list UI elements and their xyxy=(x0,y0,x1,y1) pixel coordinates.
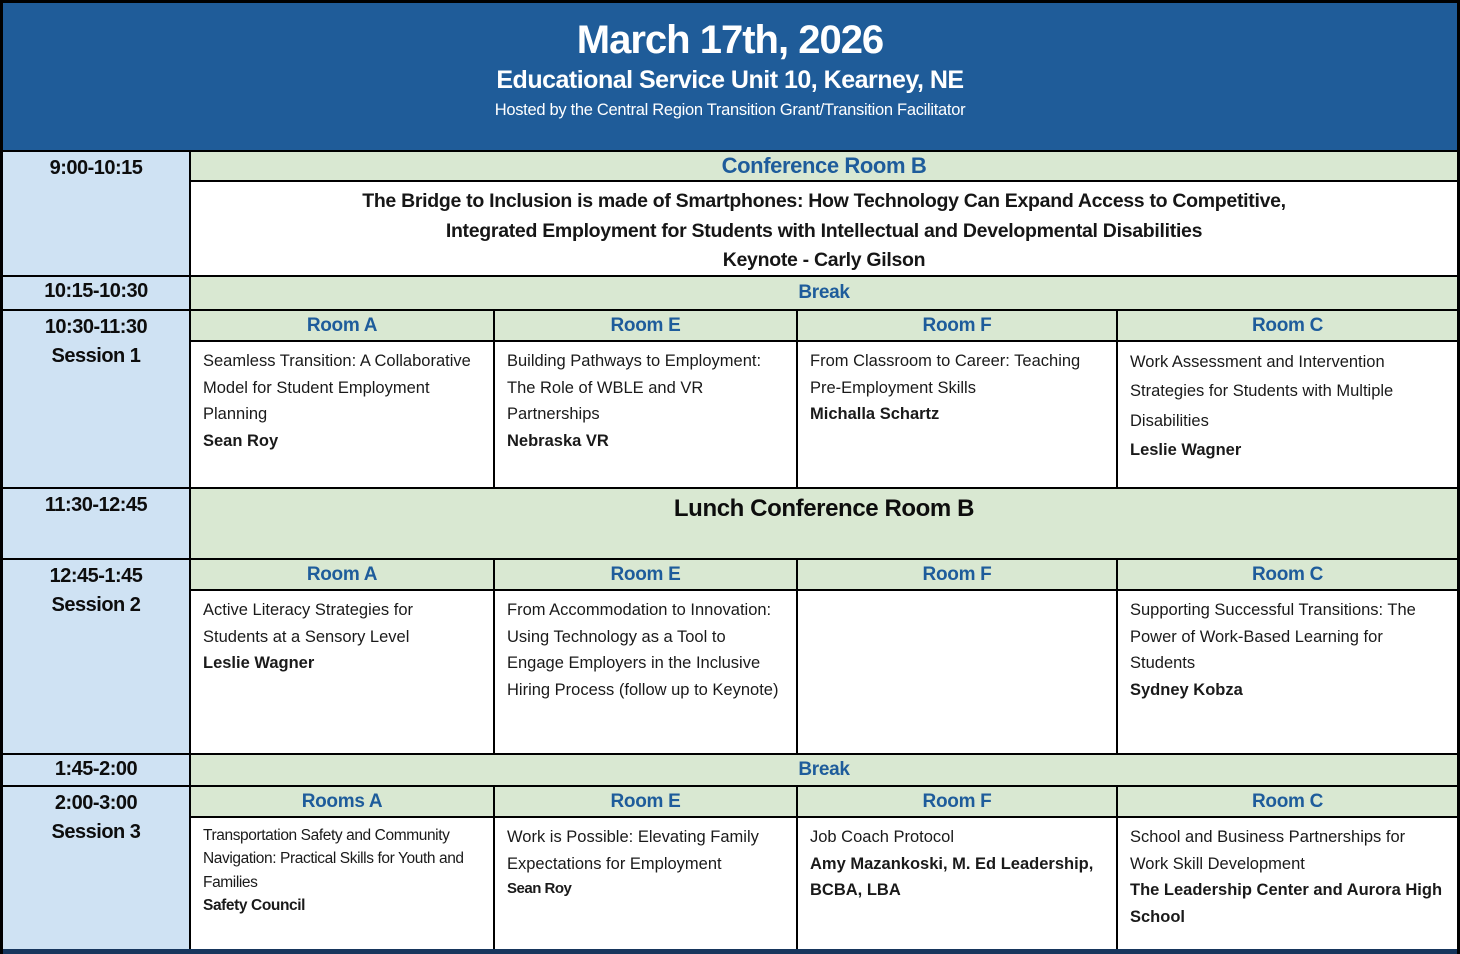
break-band-2 xyxy=(3,755,1457,787)
session3-content xyxy=(191,787,1457,949)
session-title: Work Assessment and Intervention Strategies for Students with Multiple Disabilities xyxy=(1130,353,1394,430)
time-label: 2:00-3:00 xyxy=(54,792,138,814)
room-header-c: Room C xyxy=(1118,560,1457,589)
keynote-title-line2: Integrated Employment for Students with Intellectual and Developmental Disabilities xyxy=(445,219,1203,242)
keynote-description xyxy=(191,182,1457,275)
room-header-a: Room A xyxy=(191,311,495,340)
event-host-line: Hosted by the Central Region Transition Grant/Transition Facilitator xyxy=(494,101,966,119)
time-label: 10:30-11:30 xyxy=(44,316,148,338)
session1-content xyxy=(191,311,1457,487)
time-cell-break1 xyxy=(3,277,191,309)
session-cell xyxy=(798,342,1118,487)
session-cell xyxy=(798,818,1118,949)
room-header-c: Room C xyxy=(1118,311,1457,340)
room-header-e: Room E xyxy=(495,311,798,340)
time-cell-lunch xyxy=(3,489,191,558)
session-cell xyxy=(191,818,495,949)
session2-band xyxy=(3,560,1457,755)
time-label: 9:00-10:15 xyxy=(49,157,143,179)
session-cell xyxy=(191,342,495,487)
session-title: School and Business Partnerships for Work Skill Development xyxy=(1130,828,1406,873)
keynote-content xyxy=(191,152,1457,275)
presenter-name: Safety Council xyxy=(203,896,306,914)
session-cell xyxy=(495,342,798,487)
session1-cells xyxy=(191,342,1457,487)
time-label: 10:15-10:30 xyxy=(44,280,148,302)
presenter-name: Leslie Wagner xyxy=(203,654,315,673)
session2-content xyxy=(191,560,1457,753)
keynote-speaker: Keynote - Carly Gilson xyxy=(722,248,926,271)
room-header-e: Room E xyxy=(495,560,798,589)
session-cell xyxy=(1118,818,1457,949)
session-cell xyxy=(1118,342,1457,487)
keynote-band xyxy=(3,152,1457,277)
time-cell-session1 xyxy=(3,311,191,487)
session-cell xyxy=(495,818,798,949)
session-title: Building Pathways to Employment: The Role of WBLE and VR Partnerships xyxy=(507,352,762,424)
room-header-f: Room F xyxy=(798,560,1118,589)
session-cell xyxy=(191,591,495,753)
session-title: Seamless Transition: A Collaborative Model for Student Employment Planning xyxy=(203,352,471,424)
presenter-name: Leslie Wagner xyxy=(1130,441,1242,460)
event-banner xyxy=(3,3,1457,152)
session-title: Job Coach Protocol xyxy=(810,828,954,846)
break-label: Break xyxy=(191,277,1457,309)
session-label: Session 2 xyxy=(51,594,141,616)
conference-room-header: Conference Room B xyxy=(191,152,1457,182)
room-header-f: Room F xyxy=(798,311,1118,340)
session-label: Session 3 xyxy=(51,821,141,843)
session-cell xyxy=(1118,591,1457,753)
event-title: March 17th, 2026 xyxy=(576,18,884,62)
session-label: Session 1 xyxy=(51,345,141,367)
time-label: 12:45-1:45 xyxy=(49,565,143,587)
session2-cells xyxy=(191,591,1457,753)
lunch-band xyxy=(3,489,1457,560)
session-title: From Accommodation to Innovation: Using Technology as a Tool to Engage Employers in the Inclusive Hiring Process (follow up to Keynote) xyxy=(507,601,779,700)
session-cell-empty xyxy=(798,591,1118,753)
time-cell-keynote xyxy=(3,152,191,275)
session-title: Supporting Successful Transitions: The Power of Work-Based Learning for Students xyxy=(1130,601,1416,673)
session3-room-headers xyxy=(191,787,1457,818)
presenter-name: The Leadership Center and Aurora High School xyxy=(1130,881,1443,927)
time-cell-session3 xyxy=(3,787,191,949)
presenter-name: Sean Roy xyxy=(203,432,279,451)
room-header-f: Room F xyxy=(798,787,1118,816)
time-label: 11:30-12:45 xyxy=(44,494,148,516)
presenter-name: Michalla Schartz xyxy=(810,405,940,424)
session2-room-headers xyxy=(191,560,1457,591)
event-location: Educational Service Unit 10, Kearney, NE xyxy=(496,66,964,94)
presenter-name: Amy Mazankoski, M. Ed Leadership, BCBA, LBA xyxy=(810,854,1094,900)
time-label: 1:45-2:00 xyxy=(54,758,138,780)
presenter-name: Nebraska VR xyxy=(507,432,609,451)
session1-band xyxy=(3,311,1457,489)
session3-cells xyxy=(191,818,1457,949)
session-title: Work is Possible: Elevating Family Expectations for Employment xyxy=(507,828,759,873)
session-title: Active Literacy Strategies for Students at a Sensory Level xyxy=(203,601,414,646)
bottom-border-bar xyxy=(3,949,1457,954)
room-header-a: Room A xyxy=(191,560,495,589)
lunch-label: Lunch Conference Room B xyxy=(191,489,1457,558)
break-band-1 xyxy=(3,277,1457,311)
session-title: From Classroom to Career: Teaching Pre-Employment Skills xyxy=(810,352,1081,397)
room-header-e: Room E xyxy=(495,787,798,816)
presenter-name: Sean Roy xyxy=(507,880,572,898)
room-header-a: Rooms A xyxy=(191,787,495,816)
break-label: Break xyxy=(191,755,1457,785)
session-title: Transportation Safety and Community Navigation: Practical Skills for Youth and Families xyxy=(203,827,464,891)
time-cell-session2 xyxy=(3,560,191,753)
room-header-c: Room C xyxy=(1118,787,1457,816)
presenter-name: Sydney Kobza xyxy=(1130,681,1243,700)
session1-room-headers xyxy=(191,311,1457,342)
keynote-title-line1: The Bridge to Inclusion is made of Smartphones: How Technology Can Expand Access to Competitive, xyxy=(362,190,1286,213)
session-cell xyxy=(495,591,798,753)
session3-band xyxy=(3,787,1457,949)
time-cell-break2 xyxy=(3,755,191,785)
